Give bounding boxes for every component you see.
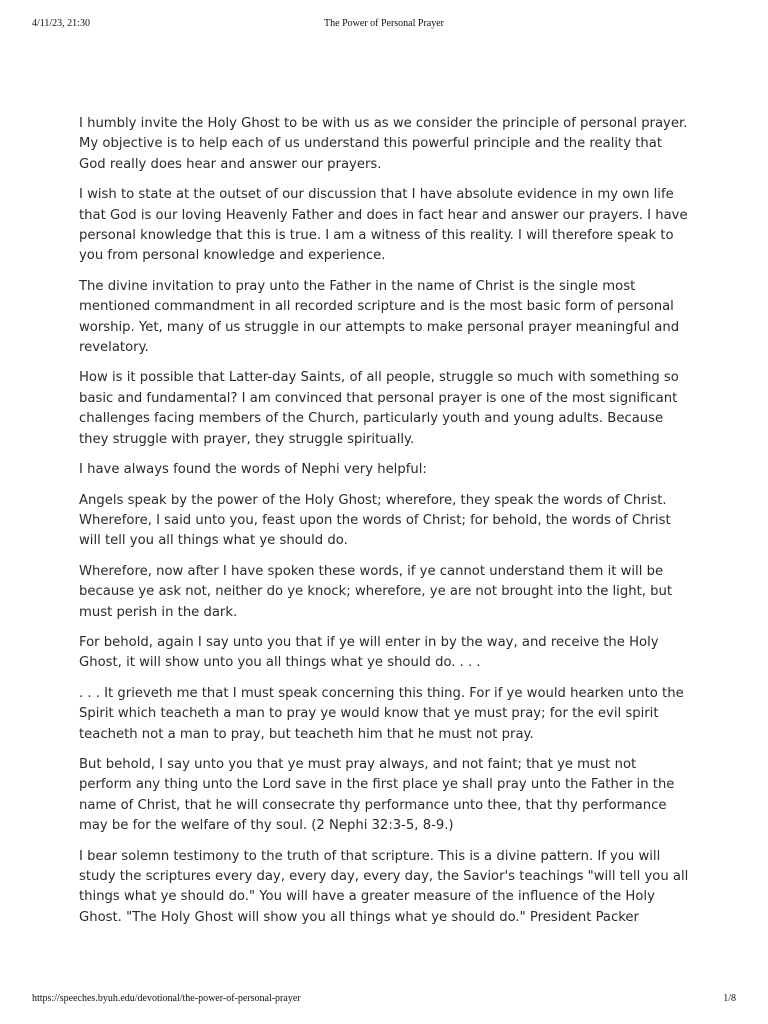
print-footer <box>0 993 768 1007</box>
source-url: https://speeches.byuh.edu/devotional/the-power-of-personal-prayer <box>32 993 301 1004</box>
scripture-quote: . . . It grieveth me that I must speak concerning this thing. For if ye would hearken unto the Spirit which teacheth a man to pray ye would know that ye must pray; for the evil spirit teacheth not a man to pray, but teacheth him that he must not pray. <box>79 685 684 742</box>
paragraph: The divine invitation to pray unto the Father in the name of Christ is the single most mentioned commandment in all recorded scripture and is the most basic form of personal worship. Yet, many of us struggle in our attempts to make personal prayer meaningful and revelatory. <box>79 278 680 356</box>
paragraph: I have always found the words of Nephi very helpful: <box>79 462 427 478</box>
paragraph: I wish to state at the outset of our discussion that I have absolute evidence in my own life that God is our loving Heavenly Father and does in fact hear and answer our prayers. I have personal knowledge that this is true. I am a witness of this reality. I will therefore speak to you from personal knowledge and experience. <box>79 187 688 264</box>
scripture-quote: Angels speak by the power of the Holy Ghost; wherefore, they speak the words of Christ. Wherefore, I said unto you, feast upon the words of Christ; for behold, the words of Christ will tell you all things what ye should do. <box>79 492 671 549</box>
page-number: 1/8 <box>723 993 736 1004</box>
paragraph: I bear solemn testimony to the truth of that scripture. This is a divine pattern. If you will study the scriptures every day, every day, every day, the Savior's teachings "will tell you all things what ye should do." You will have a greater measure of the influence of the Holy Ghost. "The Holy Ghost will show you all things what ye should do." President Packer <box>79 848 689 925</box>
scripture-quote: But behold, I say unto you that ye must pray always, and not faint; that ye must not perform any thing unto the Lord save in the first place ye shall pray unto the Father in the name of Christ, that he will consecrate thy performance unto thee, that thy performance may be for the welfare of thy soul. (2 Nephi 32:3-5, 8-9.) <box>79 756 675 834</box>
document-title: The Power of Personal Prayer <box>324 18 444 29</box>
scripture-quote: For behold, again I say unto you that if ye will enter in by the way, and receive the Holy Ghost, it will show unto you all things what ye should do. . . . <box>79 634 659 671</box>
paragraph: I humbly invite the Holy Ghost to be with us as we consider the principle of personal prayer. My objective is to help each of us understand this powerful principle and the reality that God really does hear and answer our prayers. <box>79 116 688 172</box>
print-header <box>0 18 768 32</box>
scripture-quote: Wherefore, now after I have spoken these words, if ye cannot understand them it will be because ye ask not, neither do ye knock; wherefore, ye are not brought into the light, but must perish in the dark. <box>79 563 673 620</box>
print-datetime: 4/11/23, 21:30 <box>32 18 90 29</box>
paragraph: How is it possible that Latter-day Saints, of all people, struggle so much with something so basic and fundamental? I am convinced that personal prayer is one of the most significant challenges facing members of the Church, particularly youth and young adults. Because they struggle with prayer, they struggle spiritually. <box>79 370 679 447</box>
article-body <box>79 114 691 938</box>
